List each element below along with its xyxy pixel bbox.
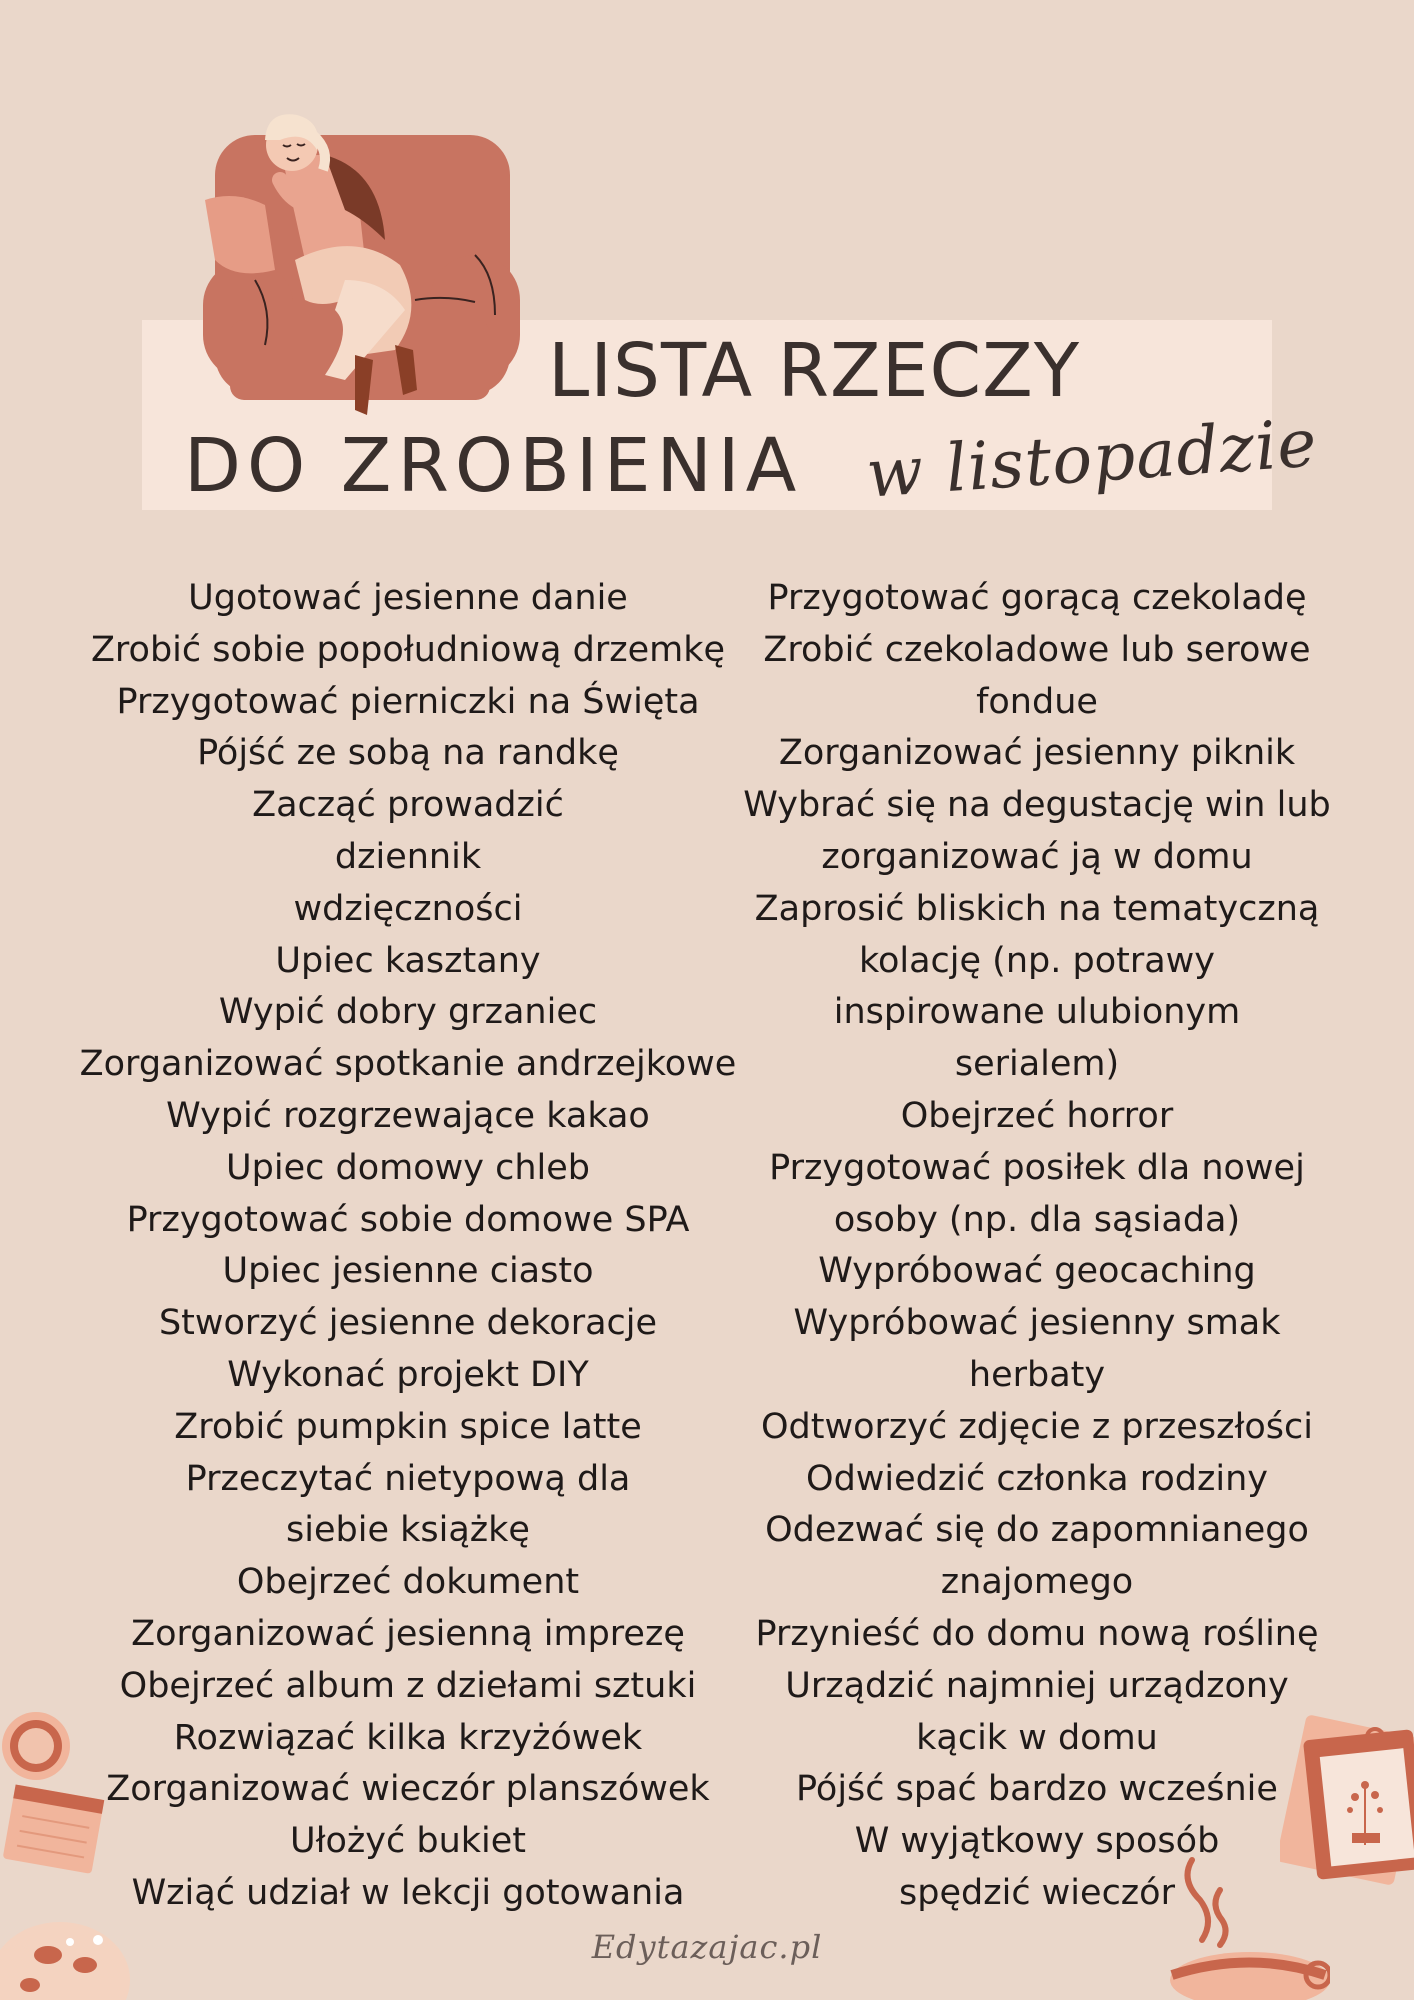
list-item: Zrobić sobie popołudniową drzemkę (90, 629, 726, 670)
list-item: Wypróbować jesienny smak herbaty (793, 1303, 1281, 1395)
list-item: Odezwać się do zapomnianego znajomego (765, 1510, 1309, 1603)
list-item: Obejrzeć dokument (236, 1562, 580, 1603)
list-item: Upiec domowy chleb (226, 1147, 590, 1188)
list-item: Odwiedzić członka rodziny (806, 1458, 1268, 1499)
list-item: Urządzić najmniej urządzony kącik w domu (785, 1665, 1289, 1758)
list-item: Przygotować pierniczki na Święta (116, 681, 700, 722)
list-item: Zorganizować jesienny piknik (778, 733, 1296, 774)
list-item: Zorganizować wieczór planszówek (106, 1769, 710, 1810)
list-item: Obejrzeć horror (900, 1095, 1174, 1136)
coffee-cup-icon (1160, 1850, 1330, 2000)
list-item: Zorganizować jesienną imprezę (131, 1613, 685, 1654)
list-item: Stworzyć jesienne dekoracje (158, 1303, 658, 1344)
list-item: Wypić rozgrzewające kakao (166, 1095, 650, 1136)
list-item: Wybrać się na degustację win lub zorganizować ją w domu (743, 785, 1331, 877)
list-item: Zorganizować spotkanie andrzejkowe (79, 1044, 737, 1085)
list-item: Zrobić pumpkin spice latte (174, 1406, 642, 1447)
list-item: Wypić dobry grzaniec (218, 992, 598, 1033)
list-item: Wypróbować geocaching (818, 1251, 1256, 1292)
title-line-1: LISTA RZECZY (548, 328, 1081, 414)
list-item: Ułożyć bukiet (289, 1821, 527, 1862)
list-item: Rozwiązać kilka krzyżówek (173, 1717, 643, 1758)
list-item: Przygotować gorącą czekoladę (767, 578, 1307, 618)
list-item: Wykonać projekt DIY (227, 1354, 589, 1395)
list-item: Przygotować sobie domowe SPA (126, 1199, 690, 1240)
left-todo-list (60, 573, 756, 1920)
donut-icon (0, 1708, 76, 1784)
list-item: Zrobić czekoladowe lub serowe fondue (763, 629, 1311, 722)
footer-signature: Edytazajac.pl (591, 1928, 823, 1966)
list-item: Przygotować posiłek dla nowej osoby (np. dla sąsiada) (769, 1147, 1305, 1240)
list-item: W wyjątkowy sposób spędzić wieczór (854, 1821, 1220, 1913)
list-item: Pójść spać bardzo wcześnie (796, 1769, 1278, 1810)
list-item: Odtworzyć zdjęcie z przeszłości (760, 1406, 1314, 1447)
armchair-woman-illustration (195, 110, 525, 420)
notebook-icon (0, 1782, 110, 1882)
list-item: Zaprosić bliskich na tematyczną kolację (np. potrawy inspirowane ulubionym serialem) (754, 888, 1320, 1085)
list-item: Upiec kasztany (275, 940, 541, 981)
title-script: w listopadzie (863, 404, 1320, 513)
list-item: Przynieść do domu nową roślinę (755, 1613, 1319, 1654)
list-item: Pójść ze sobą na randkę (197, 733, 619, 774)
list-item: Ugotować jesienne danie (188, 578, 628, 618)
list-item: Upiec jesienne ciasto (222, 1251, 594, 1292)
list-item: Zacząć prowadzić dziennik wdzięczności (252, 785, 564, 929)
list-item: Obejrzeć album z dziełami sztuki (119, 1665, 697, 1706)
list-item: Wziąć udział w lekcji gotowania (131, 1872, 685, 1913)
list-item: Przeczytać nietypową dla siebie książkę (185, 1458, 631, 1551)
right-todo-list (720, 573, 1354, 1920)
title-line-2: DO ZROBIENIA (184, 423, 803, 509)
